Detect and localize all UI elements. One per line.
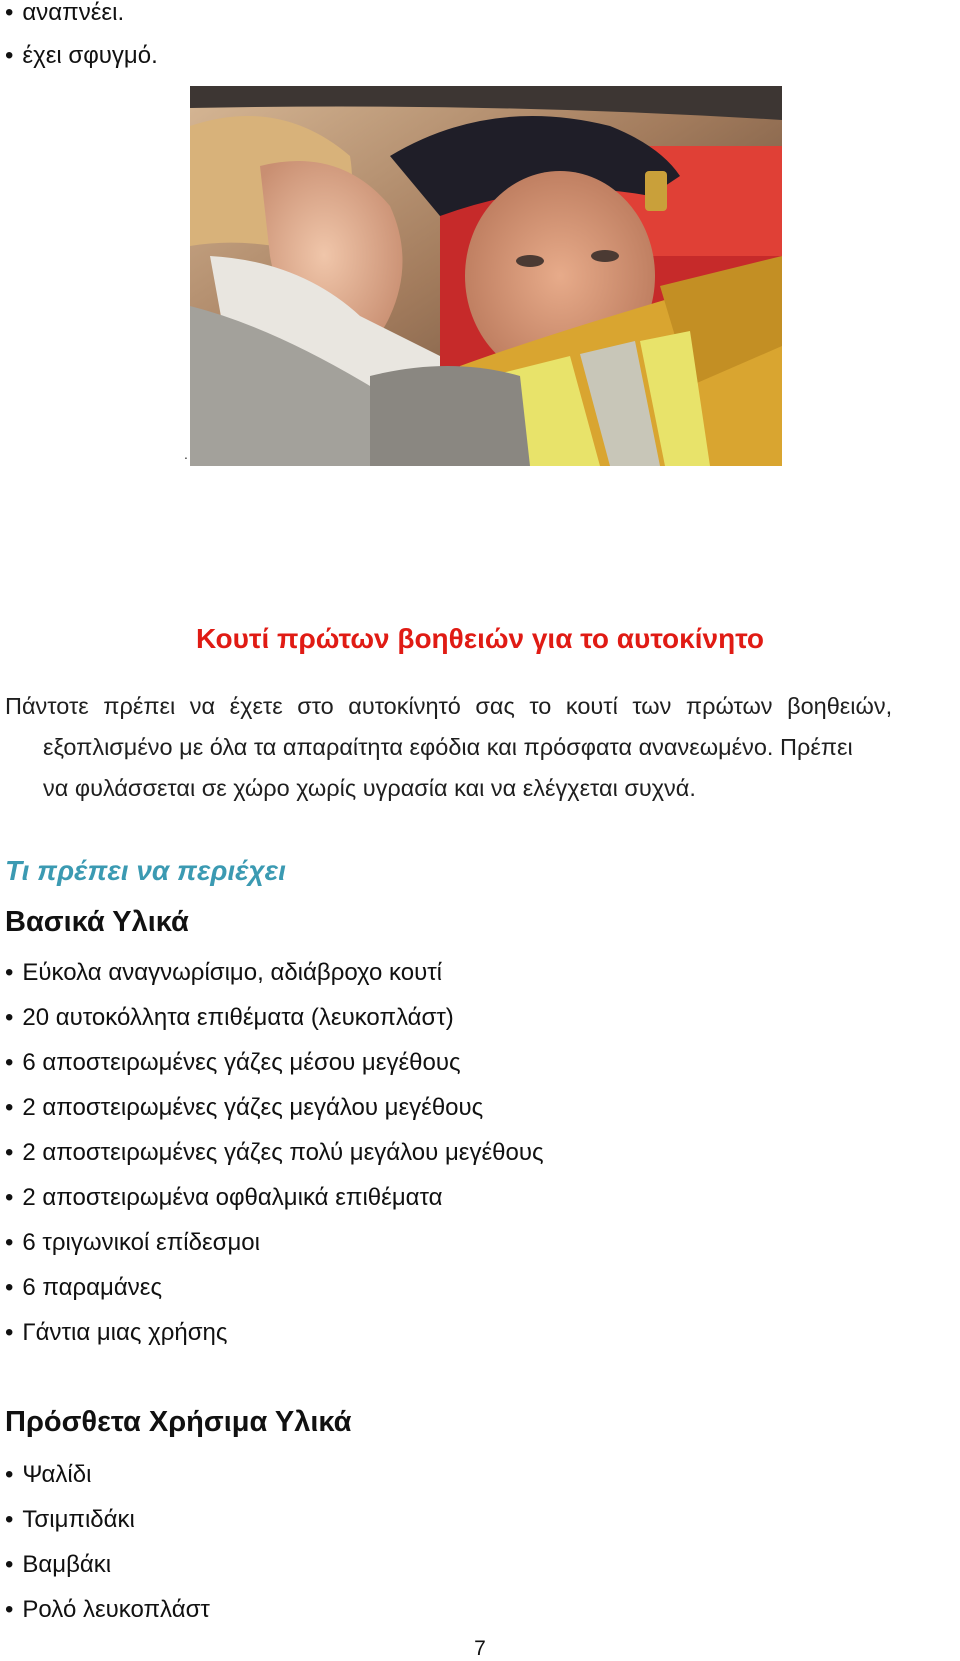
- bullet-dot: •: [5, 0, 14, 26]
- bullet-dot: •: [5, 42, 14, 69]
- list-item-text: 6 αποστειρωμένες γάζες μέσου μεγέθους: [22, 1049, 461, 1076]
- list-item-text: Γάντια μιας χρήσης: [22, 1319, 228, 1346]
- bullet-dot: •: [5, 959, 14, 986]
- firefighter-rescue-photo: [190, 86, 782, 466]
- list-item-text: 6 τριγωνικοί επίδεσμοι: [22, 1229, 260, 1256]
- list-item: [5, 1497, 210, 1542]
- list-item-text: 2 αποστειρωμένες γάζες μεγάλου μεγέθους: [22, 1094, 484, 1121]
- additional-materials-heading: Πρόσθετα Χρήσιμα Υλικά: [5, 1406, 352, 1438]
- list-item: [5, 1542, 210, 1587]
- bullet-dot: •: [5, 1049, 14, 1076]
- list-item-text: Εύκολα αναγνωρίσιμο, αδιάβροχο κουτί: [22, 959, 443, 986]
- paragraph-line: να φυλάσσεται σε χώρο χωρίς υγρασία και να ελέγχεται συχνά.: [43, 775, 696, 801]
- list-item-text: Τσιμπιδάκι: [22, 1506, 135, 1533]
- list-item-text: 6 παραμάνες: [22, 1274, 163, 1301]
- bullet-dot: •: [5, 1139, 14, 1166]
- bullet-dot: •: [5, 1229, 14, 1256]
- bullet-dot: •: [5, 1274, 14, 1301]
- list-item: [5, 1265, 544, 1310]
- list-item-text: Βαμβάκι: [22, 1551, 112, 1578]
- bullet-dot: •: [5, 1461, 14, 1488]
- list-item: [5, 1587, 210, 1632]
- list-item-text: 2 αποστειρωμένες γάζες πολύ μεγάλου μεγέθους: [22, 1139, 544, 1166]
- list-item: [5, 1085, 544, 1130]
- list-item: [5, 995, 544, 1040]
- bullet-line-breathes: [5, 0, 124, 28]
- list-item: [5, 950, 544, 995]
- photo-illustration: [190, 86, 782, 466]
- list-item-text: Ψαλίδι: [22, 1461, 92, 1488]
- bullet-dot: •: [5, 1319, 14, 1346]
- car-first-aid-kit-heading: Κουτί πρώτων βοηθειών για το αυτοκίνητο: [195, 623, 765, 654]
- list-item-text: 20 αυτοκόλλητα επιθέματα (λευκοπλάστ): [22, 1004, 454, 1031]
- page-number: 7: [474, 1637, 486, 1660]
- list-item: [5, 1040, 544, 1085]
- list-item-text: 2 αποστειρωμένα οφθαλμικά επιθέματα: [22, 1184, 443, 1211]
- list-item: [5, 1452, 210, 1497]
- paragraph-line: εξοπλισμένο με όλα τα απαραίτητα εφόδια και πρόσφατα ανανεωμένο. Πρέπει: [43, 734, 853, 760]
- list-item: [5, 1175, 544, 1220]
- list-item-text: Ρολό λευκοπλάστ: [22, 1596, 210, 1623]
- list-item: [5, 1310, 544, 1355]
- paragraph-line: Πάντοτε πρέπει να έχετε στο αυτοκίνητό σας το κουτί των πρώτων βοηθειών,: [5, 693, 893, 719]
- list-item: [5, 1220, 544, 1265]
- stray-mark: .: [184, 446, 188, 462]
- bullet-text: έχει σφυγμό.: [22, 42, 158, 69]
- bullet-text: αναπνέει.: [22, 0, 125, 26]
- basic-materials-heading: Βασικά Υλικά: [5, 906, 189, 938]
- bullet-dot: •: [5, 1596, 14, 1623]
- list-item: [5, 1130, 544, 1175]
- bullet-dot: •: [5, 1004, 14, 1031]
- bullet-dot: •: [5, 1094, 14, 1121]
- basic-materials-list: [5, 950, 544, 1355]
- bullet-dot: •: [5, 1506, 14, 1533]
- bullet-dot: •: [5, 1184, 14, 1211]
- contents-heading: Τι πρέπει να περιέχει: [5, 855, 286, 886]
- bullet-dot: •: [5, 1551, 14, 1578]
- additional-materials-list: [5, 1452, 210, 1632]
- bullet-line-pulse: [5, 41, 158, 71]
- intro-paragraph: [5, 686, 957, 809]
